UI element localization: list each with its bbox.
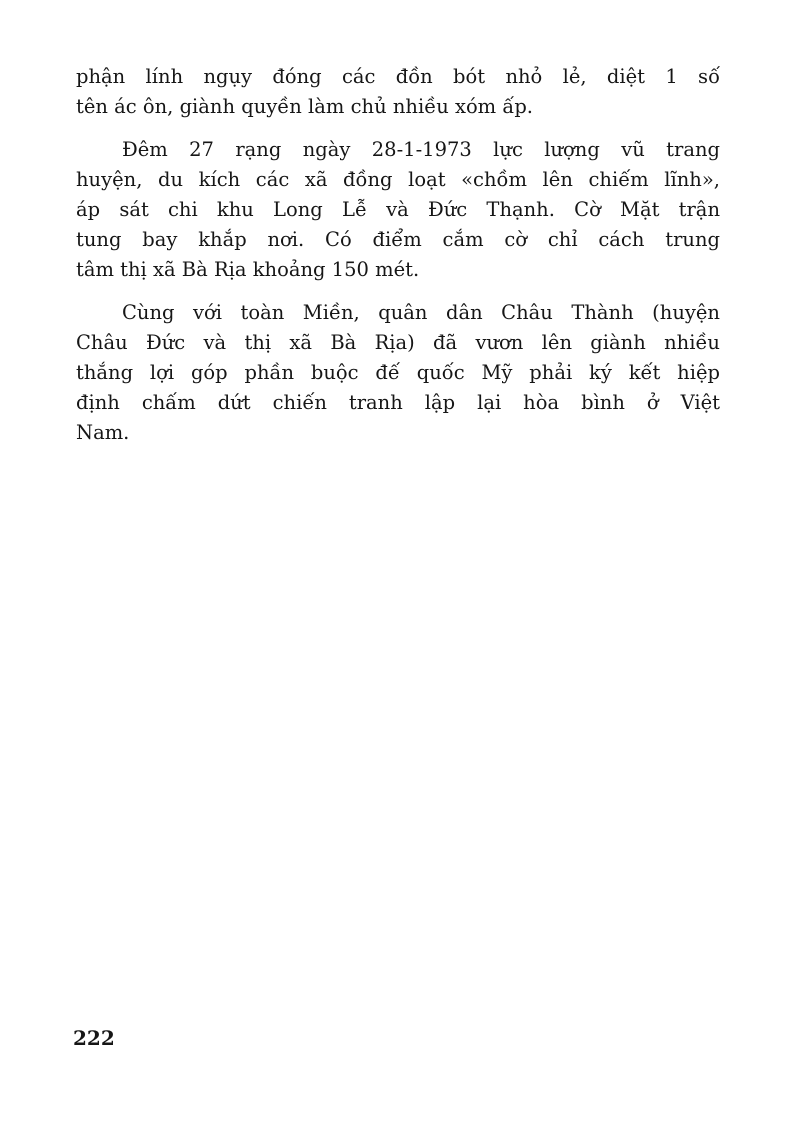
text-line: Châu Đức và thị xã Bà Rịa) đã vươn lên giành nhiều [76, 331, 720, 354]
text-line: tung bay khắp nơi. Có điểm cắm cờ chỉ cách trung [76, 228, 720, 251]
paragraph-gap [76, 122, 720, 135]
text-line: thắng lợi góp phần buộc đế quốc Mỹ phải ký kết hiệp [76, 361, 720, 384]
text-line: định chấm dứt chiến tranh lập lại hòa bình ở Việt [76, 391, 720, 414]
text-line: áp sát chi khu Long Lễ và Đức Thạnh. Cờ Mặt trận [76, 198, 720, 221]
text-line: Nam. [76, 421, 130, 444]
paragraph-gap [76, 285, 720, 298]
text-line: huyện, du kích các xã đồng loạt «chồm lên chiếm lĩnh», [76, 168, 720, 191]
paragraph-3 [76, 298, 720, 448]
text-line: tên ác ôn, giành quyền làm chủ nhiều xóm ấp. [76, 95, 534, 118]
paragraph-1 [76, 62, 720, 122]
text-line: Cùng với toàn Miền, quân dân Châu Thành (huyện [122, 301, 720, 324]
body-text [76, 62, 720, 448]
text-line: Đêm 27 rạng ngày 28-1-1973 lực lượng vũ trang [122, 138, 720, 161]
text-line: tâm thị xã Bà Rịa khoảng 150 mét. [76, 258, 420, 281]
page-number: 222 [73, 1026, 115, 1050]
text-line: phận lính ngụy đóng các đồn bót nhỏ lẻ, diệt 1 số [76, 65, 720, 88]
paragraph-2 [76, 135, 720, 285]
